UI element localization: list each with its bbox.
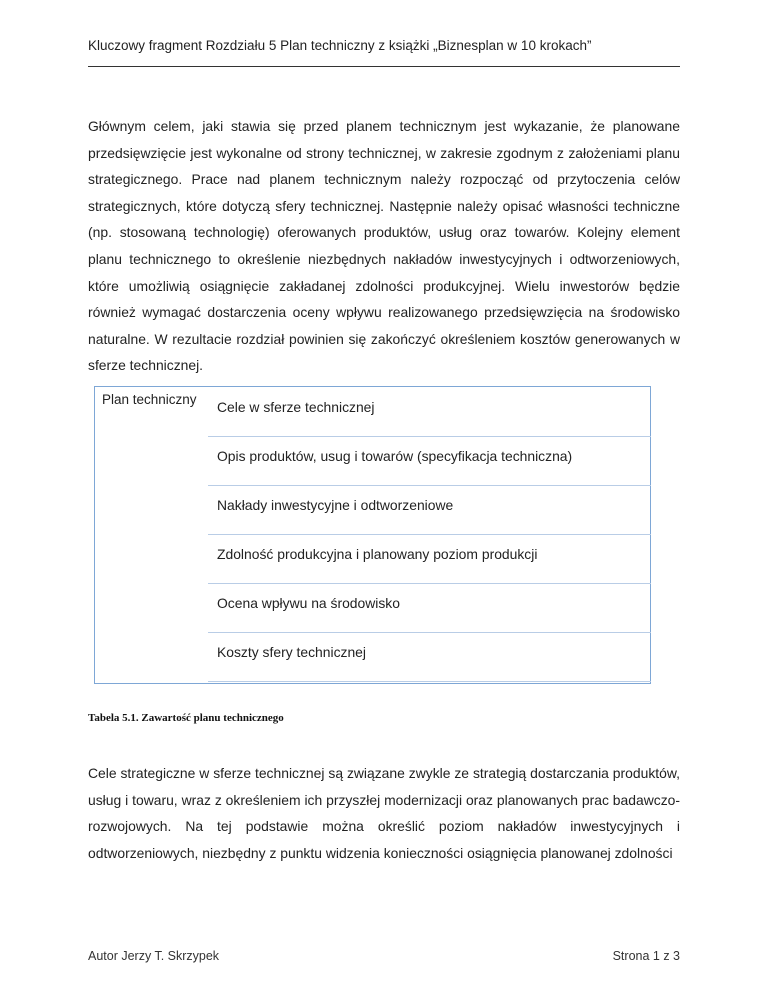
table-row xyxy=(208,632,651,682)
table-cell: Ocena wpływu na środowisko xyxy=(217,595,400,611)
table-row xyxy=(208,583,651,633)
footer-author: Autor Jerzy T. Skrzypek xyxy=(88,949,220,963)
table-cell: Nakłady inwestycyjne i odtworzeniowe xyxy=(217,497,454,513)
table-cell: Opis produktów, usug i towarów (specyfikacja techniczna) xyxy=(217,448,573,464)
table-cell: Cele w sferze technicznej xyxy=(217,399,375,415)
technical-plan-table xyxy=(94,386,651,684)
body-paragraph-2: Cele strategiczne w sferze technicznej są związane zwykle ze strategią dostarczania produktów, usług i towaru, wraz z określeniem ich przyszłej modernizacji oraz planowanych prac badawczo-rozwojowych. Na tej podstawie można określić poziom nakładów inwestycyjnych i odtworzeniowych, niezbędny z punktu widzenia konieczności osiągnięcia planowanej zdolności xyxy=(88,765,680,861)
table-caption: Tabela 5.1. Zawartość planu technicznego xyxy=(88,712,284,724)
header-divider xyxy=(88,66,680,67)
table-row xyxy=(208,387,651,437)
table-cell: Koszty sfery technicznej xyxy=(217,644,366,660)
footer-page-number: Strona 1 z 3 xyxy=(612,949,680,963)
body-paragraph-1: Głównym celem, jaki stawia się przed planem technicznym jest wykazanie, że planowane przedsięwzięcie jest wykonalne od strony technicznej, w zakresie zgodnym z założeniami planu strategicznego. Prace nad planem technicznym należy rozpocząć od przytoczenia celów strategicznych, które dotyczą sfery technicznej. Następnie należy opisać własności techniczne (np. stosowaną technologię) oferowanych produktów, usług oraz towarów. Kolejny element planu technicznego to określenie niezbędnych nakładów inwestycyjnych i odtworzeniowych, które umożliwią osiągnięcie zakładanej zdolności produkcyjnej. Wielu inwestorów będzie również wymagać dostarczenia oceny wpływu realizowanego przedsięwzięcia na środowisko naturalne. W rezultacie rozdział powinien się zakończyć określeniem kosztów generowanych w sferze technicznej. xyxy=(88,118,680,374)
table-row xyxy=(208,534,651,584)
page-header: Kluczowy fragment Rozdziału 5 Plan techniczny z książki „Biznesplan w 10 krokach” xyxy=(88,38,592,53)
table-row xyxy=(208,436,651,486)
table-cell: Zdolność produkcyjna i planowany poziom produkcji xyxy=(217,546,538,562)
table-row xyxy=(208,485,651,535)
table-row-header: Plan techniczny xyxy=(102,392,197,407)
